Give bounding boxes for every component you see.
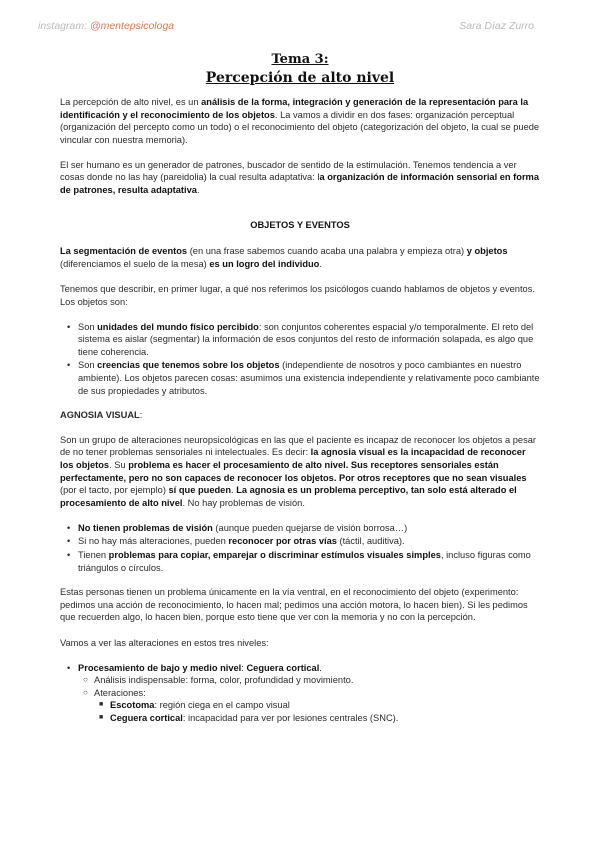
ventral-paragraph: Estas personas tienen un problema únicamente en la vía ventral, en el reconocimiento del objeto (experimento: pedimos una acción de reconocimiento, lo hacen mal; pedimos una acción motora, lo hacen bien). Si les pedimos que recuerden algo, lo hacen bien, porque esto tiene que ver con la memoria y no con la percepción.: [60, 587, 528, 623]
header-prefix: instagram:: [38, 20, 90, 32]
list-item: ■ Ceguera cortical: incapacidad para ver por lesiones centrales (SNC).: [110, 712, 540, 725]
intro-paragraph-1: La percepción de alto nivel, es un análisis de la forma, integración y generación de la representación para la identificación y el reconocimiento de los objetos. La vamos a dividir en dos fases: organización perceptual (organización del percepto como un todo) o el reconocimiento del objeto (categorización del objeto, la cual se puede vincular con nuestra memoria).: [60, 97, 540, 145]
list-item: • No tienen problemas de visión (aunque pueden quejarse de visión borrosa…): [78, 522, 540, 535]
header-author: Sara Díaz Zurro: [459, 20, 534, 32]
list-item: • Si no hay más alteraciones, pueden reconocer por otras vías (táctil, auditiva).: [78, 535, 540, 548]
list-item: • Son unidades del mundo físico percibido: son conjuntos coherentes espacial y/o temporalmente. El reto del sistema es aislar (segmentar) la información de esos conjuntos del resto de información solapada, es algo que tiene coherencia.: [78, 321, 540, 359]
document-body: [60, 96, 540, 737]
agnosia-paragraph: Son un grupo de alteraciones neuropsicológicas en las que el paciente es incapaz de reconocer los objetos a pesar de no tener problemas sensoriales ni intelectuales. Es decir: la agnosia visual es la incapacidad de reconocer los objetos. Su problema es hacer el procesamiento de alto nivel. Sus receptores sensoriales están perfectamente, pero no son capaces de reconocer los objetos. Por otros receptores que no sean visuales (por el tacto, por ejemplo) sí que pueden. La agnosia es un problema perceptivo, tan solo está alterado el procesamiento de alto nivel. No hay problemas de visión.: [60, 434, 537, 508]
sub-sub-list: [94, 699, 540, 724]
section-heading-agnosia: AGNOSIA VISUAL:: [60, 410, 143, 421]
list-item: • Procesamiento de bajo y medio nivel: Ceguera cortical. ○ Análisis indispensable: forma, color, profundidad y movimiento. ○ Ateraciones: ■ Escotoma: región ciega en el campo visual ■ Ceguera cortical: incapacidad para ver por lesiones centrales (SNC).: [78, 662, 540, 725]
list-item: • Son creencias que tenemos sobre los objetos (independiente de nosotros y poco cambiantes en nuestro ambiente). Los objetos parecen cosas: asumimos una existencia independiente y relativamente poco cambiante de sus propiedades y atributos.: [78, 359, 540, 397]
list-item: ■ Escotoma: región ciega en el campo visual: [110, 699, 540, 712]
instagram-handle[interactable]: @mentepsicologa: [89, 20, 175, 32]
agnosia-list: [60, 522, 540, 574]
title-line-1: Tema 3:: [271, 52, 329, 67]
list-item: ○ Ateraciones: ■ Escotoma: región ciega en el campo visual ■ Ceguera cortical: incapacidad para ver por lesiones centrales (SNC).: [94, 687, 540, 725]
list-item: ○ Análisis indispensable: forma, color, profundidad y movimiento.: [94, 674, 540, 687]
intro-paragraph-2: El ser humano es un generador de patrones, buscador de sentido de la estimulación. Tenemos tendencia a ver cosas donde no las hay (pareidolia) la cual resulta adaptativa: la organización de información sensorial en forma de patrones, resulta adaptativa.: [60, 159, 539, 196]
section-heading-objetos: OBJETOS Y EVENTOS: [250, 219, 350, 230]
objects-intro-paragraph: Tenemos que describir, en primer lugar, a qué nos referimos los psicólogos cuando hablamos de objetos y eventos. Los objetos son:: [60, 283, 535, 307]
objects-list: [60, 321, 540, 398]
list-item: • Tienen problemas para copiar, emparejar o discriminar estímulos visuales simples, incluso figuras como triángulos o círculos.: [78, 549, 540, 574]
levels-list: [60, 662, 540, 725]
segmentation-paragraph: La segmentación de eventos (en una frase sabemos cuando acaba una palabra y empieza otra) y objetos (diferenciamos el suelo de la mesa) es un logro del individuo.: [60, 246, 508, 269]
levels-intro: Vamos a ver las alteraciones en estos tres niveles:: [60, 637, 269, 648]
sub-list: [78, 674, 540, 724]
title-line-2: Percepción de alto nivel: [205, 70, 395, 86]
header-instagram: [38, 20, 174, 32]
